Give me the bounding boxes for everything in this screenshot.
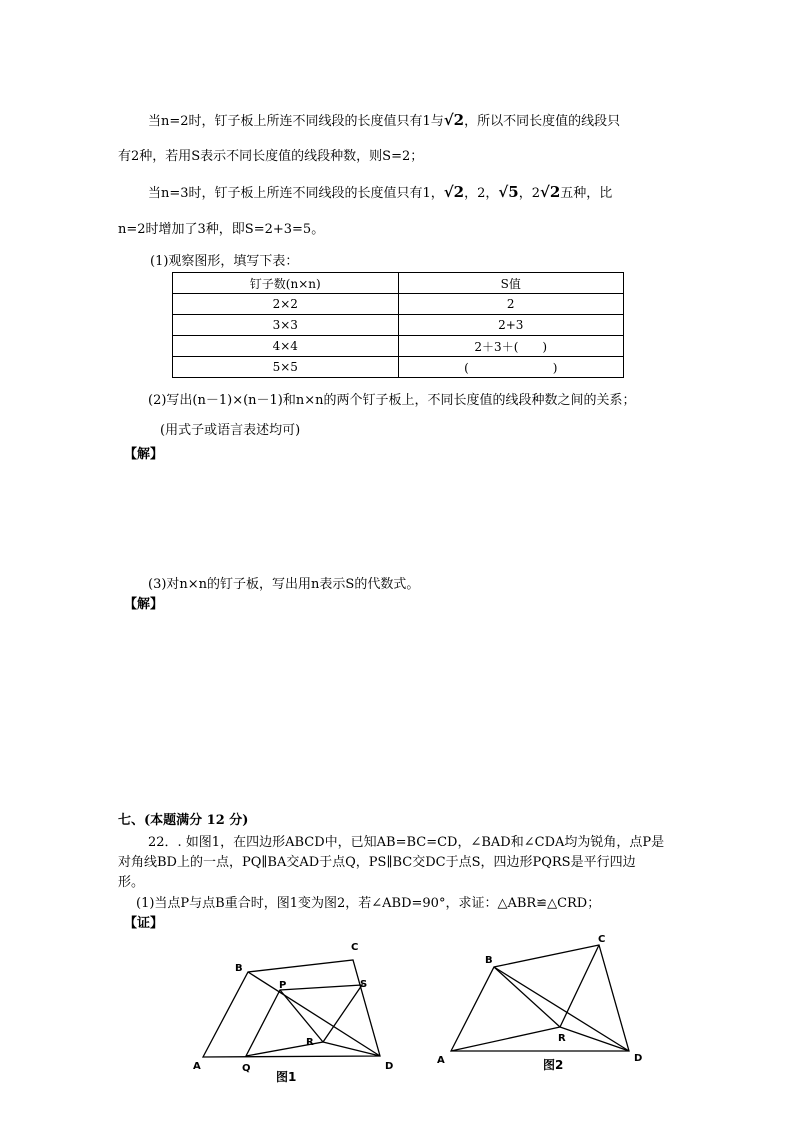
- q3-answer-label: 【解】: [124, 597, 164, 612]
- table-row: [173, 294, 624, 315]
- label-p: P: [279, 980, 287, 991]
- figure-1-caption: 图1: [276, 1070, 297, 1084]
- label-s: S: [360, 979, 368, 990]
- q2-answer-label: 【解】: [124, 447, 164, 462]
- section7-heading: 七、(本题满分 12 分): [118, 813, 249, 828]
- label-r: R: [558, 1033, 566, 1044]
- problem22-line1: 22．. 如图1，在四边形ABCD中，已知AB=BC=CD，∠BAD和∠CDA均为锐角，点P是: [148, 835, 665, 850]
- problem22-part1: (1)当点P与点B重合时，图1变为图2，若∠ABD=90°，求证：△ABR≌△CRD；: [136, 896, 601, 911]
- quadrilateral-abcd: [203, 960, 380, 1057]
- segment-rc: [560, 945, 599, 1027]
- intro-text: ，2，: [464, 186, 499, 201]
- sqrt2-symbol: √2: [443, 183, 465, 201]
- q2-label: (2)写出(n－1)×(n－1)和n×n的两个钉子板上，不同长度值的线段种数之间的关系；: [148, 393, 636, 408]
- table-header: 钉子数(n×n): [173, 273, 399, 294]
- table-header-row: [173, 273, 624, 294]
- label-c: C: [598, 934, 606, 945]
- segment-rd: [560, 1027, 629, 1051]
- table-header: S值: [398, 273, 624, 294]
- table-cell: 2: [398, 294, 624, 315]
- label-a: A: [193, 1061, 201, 1072]
- proof-label: 【证】: [124, 916, 164, 931]
- parallelogram-pqrs: [246, 985, 362, 1056]
- sqrt5-symbol: √5: [498, 183, 519, 201]
- figure-2-caption: 图2: [543, 1058, 564, 1072]
- intro-line-1: [148, 110, 620, 129]
- table-cell: 2+3: [398, 315, 624, 336]
- table-row: [173, 357, 624, 378]
- intro-text: 当n=3时，钉子板上所连不同线段的长度值只有1，: [148, 186, 444, 201]
- intro-line-2: 有2种，若用S表示不同长度值的线段种数，则S=2；: [118, 149, 424, 164]
- label-b: B: [485, 955, 493, 966]
- label-d: D: [634, 1053, 643, 1064]
- figure-1-diagram: [188, 935, 408, 1085]
- label-a: A: [437, 1055, 445, 1066]
- label-r: R: [306, 1037, 314, 1048]
- sqrt2-symbol: √2: [539, 183, 561, 201]
- intro-line-4: n=2时增加了3种，即S=2+3=5。: [118, 222, 325, 237]
- segment-rd: [323, 1042, 380, 1056]
- intro-text: 五种，比: [560, 186, 613, 201]
- segment-br: [494, 967, 560, 1027]
- label-c: C: [351, 942, 359, 953]
- label-b: B: [235, 963, 243, 974]
- table-cell: 3×3: [173, 315, 399, 336]
- sqrt2-symbol: √2: [443, 111, 465, 129]
- q2-note: (用式子或语言表述均可): [160, 423, 301, 438]
- intro-line-3: [148, 182, 612, 201]
- q1-label: (1)观察图形，填写下表：: [150, 254, 299, 269]
- figure-2-diagram: [430, 930, 660, 1080]
- pegboard-table: [172, 272, 624, 378]
- label-q: Q: [242, 1063, 251, 1074]
- table-cell: 2×2: [173, 294, 399, 315]
- table-cell: 5×5: [173, 357, 399, 378]
- problem22-line3: 形。: [118, 875, 145, 890]
- table-row: [173, 315, 624, 336]
- intro-text: 当n=2时，钉子板上所连不同线段的长度值只有1与: [148, 114, 444, 129]
- problem22-line2: 对角线BD上的一点，PQ∥BA交AD于点Q，PS∥BC交DC于点S，四边形PQRS是平行四边: [118, 855, 636, 870]
- figure-1-lines: [203, 960, 380, 1057]
- table-cell: 2＋3＋( ): [398, 336, 624, 357]
- table-cell: ( ): [398, 357, 624, 378]
- intro-text: ，所以不同长度值的线段只: [464, 114, 621, 129]
- intro-text: ，2: [518, 186, 540, 201]
- label-d: D: [385, 1061, 394, 1072]
- table-row: [173, 336, 624, 357]
- segment-ar: [451, 1027, 560, 1051]
- table-cell: 4×4: [173, 336, 399, 357]
- figure-2-lines: [451, 945, 629, 1051]
- q3-label: (3)对n×n的钉子板，写出用n表示S的代数式。: [148, 577, 420, 592]
